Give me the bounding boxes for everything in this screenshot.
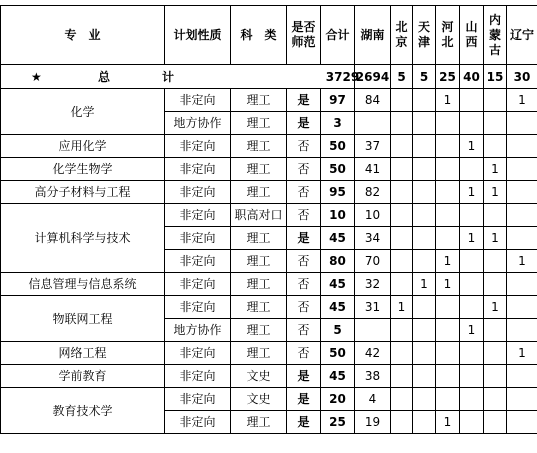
header-tianjin: 天津 (413, 6, 436, 65)
beijing-cell (391, 319, 413, 342)
table-row (1, 388, 537, 411)
tianjin-cell (413, 135, 436, 158)
hunan-cell: 34 (355, 227, 391, 250)
table-body (1, 89, 537, 434)
plan-type-cell: 地方协作 (165, 112, 231, 135)
tianjin-cell (413, 296, 436, 319)
beijing-cell (391, 273, 413, 296)
hunan-cell: 4 (355, 388, 391, 411)
neimenggu-cell (484, 319, 507, 342)
beijing-cell (391, 89, 413, 112)
liaoning-cell (507, 388, 537, 411)
tianjin-cell (413, 89, 436, 112)
table-row (1, 135, 537, 158)
category-cell: 理工 (231, 135, 287, 158)
hebei-cell: 1 (436, 411, 460, 434)
header-beijing: 北京 (391, 6, 413, 65)
hebei-cell (436, 158, 460, 181)
total-count: 3729 (325, 69, 360, 84)
neimenggu-cell: 1 (484, 227, 507, 250)
neimenggu-cell (484, 89, 507, 112)
hebei-cell (436, 342, 460, 365)
total-cell: 20 (321, 388, 355, 411)
major-cell: 信息管理与信息系统 (1, 273, 165, 296)
total-cell: 97 (321, 89, 355, 112)
neimenggu-cell (484, 250, 507, 273)
header-neimenggu: 内蒙古 (484, 6, 507, 65)
beijing-cell: 1 (391, 296, 413, 319)
plan-type-cell: 非定向 (165, 204, 231, 227)
beijing-cell (391, 411, 413, 434)
total-cell: 45 (321, 227, 355, 250)
tianjin-cell (413, 227, 436, 250)
major-cell: 应用化学 (1, 135, 165, 158)
is-normal-cell: 否 (287, 158, 321, 181)
plan-type-cell: 非定向 (165, 388, 231, 411)
total-cell: 50 (321, 135, 355, 158)
category-cell: 理工 (231, 319, 287, 342)
beijing-cell (391, 227, 413, 250)
category-cell: 理工 (231, 89, 287, 112)
category-cell: 理工 (231, 250, 287, 273)
neimenggu-cell: 1 (484, 181, 507, 204)
liaoning-cell: 1 (507, 250, 537, 273)
major-cell: 高分子材料与工程 (1, 181, 165, 204)
table-row (1, 273, 537, 296)
hunan-cell: 32 (355, 273, 391, 296)
table-row (1, 296, 537, 319)
neimenggu-cell (484, 365, 507, 388)
category-cell: 文史 (231, 388, 287, 411)
plan-type-cell: 非定向 (165, 342, 231, 365)
tianjin-cell (413, 158, 436, 181)
total-cell: 5 (321, 319, 355, 342)
hunan-cell: 31 (355, 296, 391, 319)
is-normal-cell: 否 (287, 319, 321, 342)
liaoning-cell (507, 273, 537, 296)
liaoning-cell (507, 365, 537, 388)
total-cell: 45 (321, 296, 355, 319)
plan-type-cell: 非定向 (165, 411, 231, 434)
hunan-cell: 19 (355, 411, 391, 434)
hebei-cell (436, 112, 460, 135)
tianjin-cell (413, 411, 436, 434)
liaoning-cell (507, 204, 537, 227)
hunan-cell: 10 (355, 204, 391, 227)
hunan-cell (355, 319, 391, 342)
beijing-cell (391, 250, 413, 273)
header-hunan: 湖南 (355, 6, 391, 65)
tianjin-cell (413, 181, 436, 204)
hebei-cell (436, 227, 460, 250)
hunan-cell: 84 (355, 89, 391, 112)
header-total: 合计 (321, 6, 355, 65)
beijing-cell (391, 181, 413, 204)
plan-type-cell: 非定向 (165, 296, 231, 319)
is-normal-cell: 否 (287, 273, 321, 296)
is-normal-cell: 否 (287, 204, 321, 227)
plan-type-cell: 非定向 (165, 227, 231, 250)
hebei-cell (436, 319, 460, 342)
category-cell: 职高对口 (231, 204, 287, 227)
liaoning-cell (507, 181, 537, 204)
is-normal-cell: 否 (287, 135, 321, 158)
category-cell: 理工 (231, 158, 287, 181)
neimenggu-cell: 1 (484, 158, 507, 181)
plan-type-cell: 非定向 (165, 135, 231, 158)
is-normal-cell: 是 (287, 227, 321, 250)
total-cell: 95 (321, 181, 355, 204)
major-cell: 网络工程 (1, 342, 165, 365)
is-normal-cell: 否 (287, 296, 321, 319)
neimenggu-cell (484, 411, 507, 434)
header-hebei: 河北 (436, 6, 460, 65)
plan-type-cell: 非定向 (165, 158, 231, 181)
shanxi-cell (460, 411, 484, 434)
is-normal-cell: 否 (287, 250, 321, 273)
plan-type-cell: 非定向 (165, 181, 231, 204)
major-cell: 化学生物学 (1, 158, 165, 181)
total-cell: 50 (321, 342, 355, 365)
category-cell: 理工 (231, 273, 287, 296)
total-cell: 45 (321, 365, 355, 388)
header-major: 专 业 (1, 6, 165, 65)
tianjin-cell (413, 319, 436, 342)
major-cell: 学前教育 (1, 365, 165, 388)
tianjin-cell (413, 342, 436, 365)
hunan-cell: 41 (355, 158, 391, 181)
table-row (1, 89, 537, 112)
neimenggu-cell (484, 273, 507, 296)
is-normal-cell: 是 (287, 411, 321, 434)
header-liaoning: 辽宁 (507, 6, 537, 65)
total-hebei: 25 (436, 65, 460, 89)
shanxi-cell: 1 (460, 181, 484, 204)
total-beijing: 5 (391, 65, 413, 89)
total-cell: 45 (321, 273, 355, 296)
total-cell: 25 (321, 411, 355, 434)
total-cell: 50 (321, 158, 355, 181)
header-shanxi: 山西 (460, 6, 484, 65)
header-category: 科 类 (231, 6, 287, 65)
category-cell: 文史 (231, 365, 287, 388)
liaoning-cell (507, 112, 537, 135)
beijing-cell (391, 388, 413, 411)
tianjin-cell (413, 250, 436, 273)
tianjin-cell: 1 (413, 273, 436, 296)
total-shanxi: 40 (460, 65, 484, 89)
category-cell: 理工 (231, 112, 287, 135)
is-normal-cell: 是 (287, 388, 321, 411)
liaoning-cell (507, 319, 537, 342)
shanxi-cell (460, 250, 484, 273)
header-is-normal: 是否师范 (287, 6, 321, 65)
beijing-cell (391, 365, 413, 388)
total-hunan: 2694 (355, 65, 391, 89)
table-row (1, 365, 537, 388)
liaoning-cell (507, 158, 537, 181)
category-cell: 理工 (231, 296, 287, 319)
neimenggu-cell (484, 112, 507, 135)
table-row (1, 342, 537, 365)
major-cell: 化学 (1, 89, 165, 135)
hunan-cell: 38 (355, 365, 391, 388)
category-cell: 理工 (231, 411, 287, 434)
liaoning-cell: 1 (507, 342, 537, 365)
header-row (1, 6, 537, 65)
table-row (1, 181, 537, 204)
category-cell: 理工 (231, 342, 287, 365)
table-row (1, 204, 537, 227)
hunan-cell: 42 (355, 342, 391, 365)
total-label-cell (1, 65, 360, 89)
beijing-cell (391, 112, 413, 135)
shanxi-cell (460, 388, 484, 411)
hebei-cell (436, 365, 460, 388)
hunan-cell: 37 (355, 135, 391, 158)
shanxi-cell: 1 (460, 319, 484, 342)
major-cell: 计算机科学与技术 (1, 204, 165, 273)
plan-type-cell: 非定向 (165, 365, 231, 388)
liaoning-cell: 1 (507, 89, 537, 112)
shanxi-cell (460, 204, 484, 227)
liaoning-cell (507, 296, 537, 319)
hebei-cell: 1 (436, 273, 460, 296)
plan-type-cell: 非定向 (165, 273, 231, 296)
liaoning-cell (507, 135, 537, 158)
major-cell: 教育技术学 (1, 388, 165, 434)
plan-type-cell: 非定向 (165, 250, 231, 273)
category-cell: 理工 (231, 181, 287, 204)
beijing-cell (391, 342, 413, 365)
shanxi-cell (460, 273, 484, 296)
shanxi-cell (460, 112, 484, 135)
shanxi-cell: 1 (460, 227, 484, 250)
beijing-cell (391, 135, 413, 158)
shanxi-cell (460, 342, 484, 365)
liaoning-cell (507, 227, 537, 250)
beijing-cell (391, 158, 413, 181)
hunan-cell: 82 (355, 181, 391, 204)
plan-type-cell: 地方协作 (165, 319, 231, 342)
hunan-cell: 70 (355, 250, 391, 273)
is-normal-cell: 是 (287, 112, 321, 135)
hebei-cell (436, 204, 460, 227)
total-cell: 80 (321, 250, 355, 273)
tianjin-cell (413, 388, 436, 411)
neimenggu-cell (484, 204, 507, 227)
shanxi-cell (460, 89, 484, 112)
total-cell: 10 (321, 204, 355, 227)
hebei-cell (436, 135, 460, 158)
shanxi-cell (460, 365, 484, 388)
category-cell: 理工 (231, 227, 287, 250)
total-liaoning: 30 (507, 65, 537, 89)
hebei-cell: 1 (436, 89, 460, 112)
hebei-cell (436, 181, 460, 204)
star-icon: ★ (31, 69, 42, 84)
shanxi-cell (460, 158, 484, 181)
hebei-cell (436, 296, 460, 319)
beijing-cell (391, 204, 413, 227)
is-normal-cell: 是 (287, 365, 321, 388)
tianjin-cell (413, 365, 436, 388)
liaoning-cell (507, 411, 537, 434)
major-cell: 物联网工程 (1, 296, 165, 342)
header-plan-type: 计划性质 (165, 6, 231, 65)
plan-type-cell: 非定向 (165, 89, 231, 112)
neimenggu-cell (484, 342, 507, 365)
neimenggu-cell (484, 388, 507, 411)
table-row (1, 158, 537, 181)
shanxi-cell: 1 (460, 135, 484, 158)
hebei-cell (436, 388, 460, 411)
hunan-cell (355, 112, 391, 135)
total-label: 总 计 (97, 69, 194, 84)
shanxi-cell (460, 296, 484, 319)
tianjin-cell (413, 112, 436, 135)
is-normal-cell: 是 (287, 89, 321, 112)
tianjin-cell (413, 204, 436, 227)
total-neimenggu: 15 (484, 65, 507, 89)
total-row (1, 65, 537, 89)
neimenggu-cell: 1 (484, 296, 507, 319)
is-normal-cell: 否 (287, 342, 321, 365)
is-normal-cell: 否 (287, 181, 321, 204)
total-cell: 3 (321, 112, 355, 135)
enrollment-plan-table (0, 5, 537, 434)
neimenggu-cell (484, 135, 507, 158)
hebei-cell: 1 (436, 250, 460, 273)
total-tianjin: 5 (413, 65, 436, 89)
